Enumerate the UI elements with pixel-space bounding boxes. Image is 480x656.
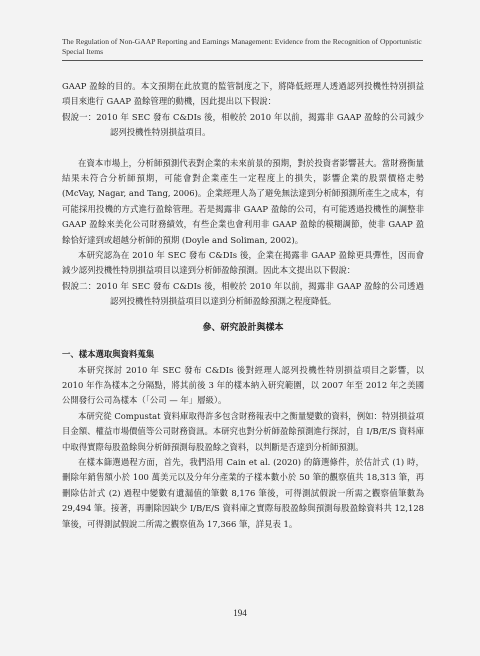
page-number: 194 (233, 608, 247, 618)
hypothesis-1: 假說一：2010 年 SEC 發布 C&DIs 後，相較於 2010 年以前，揭露非 GAAP 盈餘的公司減少認列投機性特別損益項目。 (62, 111, 424, 138)
body-text (62, 79, 424, 532)
paragraph-gap (62, 141, 424, 156)
section-heading: 參、研究設計與樣本 (202, 322, 284, 333)
running-head: The Regulation of Non-GAAP Reporting and Earnings Management: Evidence from the Recognition of Opportunistic Special Items (62, 37, 422, 56)
paragraph-hypothesis-2-intro: 本研究認為在 2010 年 SEC 發布 C&DIs 後，企業在揭露非 GAAP 盈餘更具彈性，因而會減少認列投機性特別損益項目以達到分析師盈餘預測。因此本文提出以下假說： (62, 250, 424, 276)
paragraph-analyst-forecast: 在資本市場上，分析師預測代表對企業的未來前景的預期，對於投資者影響甚大。當財務衡量結果未符合分析師預期，可能會對企業產生一定程度上的損失，影響企業的股票價格走勢 (McVay, Nagar, and Tang, 2006)。企業經理人為了避免無法達到分析師預測所產生之成本，有可能採用投機的方式進行盈餘管理。若是揭露非 GAAP 盈餘的公司，有可能透過投機性的調整非 GAAP 盈餘來美化公司財務績效，有些企業也會利用非 GAAP 盈餘的模糊調節，使非 GAAP 盈餘恰好達到或超越分析師的預期 (Doyle and Soliman, 2002)。 (62, 157, 424, 245)
subsection-heading: 一、樣本選取與資料蒐集 (62, 349, 155, 360)
hypothesis-2: 假說二：2010 年 SEC 發布 C&DIs 後，相較於 2010 年以前，揭露非 GAAP 盈餘的公司透過認列投機性特別損益項目以達到分析師盈餘預測之程度降低。 (62, 280, 424, 307)
paragraph-continued: GAAP 盈餘的目的。本文預期在此放寬的監管制度之下，將降低經理人透過認列投機性特別損益項目來進行 GAAP 盈餘管理的動機，因此提出以下假說： (62, 81, 424, 107)
paragraph-sample-selection: 在樣本篩選過程方面，首先，我們沿用 Cain et al. (2020) 的篩選條件，於估計式 (1) 時，刪除年銷售額小於 100 萬美元以及分年分產業的子樣本數小於 50 筆的觀察值共 18,313 筆，再刪除估計式 (2) 過程中變數有遺漏值的筆數 8,176 筆後，可得測試假說一所需之觀察值筆數為 29,494 筆。接著，再刪除因缺少 I/B/E/S 資料庫之實際每股盈餘與預測每股盈餘資料共 12,128 筆後，可得測試假說二所需之觀察值為 17,366 筆，詳見表 1。 (62, 456, 424, 529)
header-rule (62, 60, 423, 61)
paragraph-data-sources: 本研究從 Compustat 資料庫取得許多包含財務報表中之衡量變數的資料，例如：特別損益項目金額、權益市場價值等公司財務資訊。本研究也對分析師盈餘預測進行探討，自 I/B/E/S 資料庫中取得實際每股盈餘與分析師預測每股盈餘之資料，以判斷是否達到分析師預測。 (62, 410, 424, 452)
paragraph-sample-period: 本研究探討 2010 年 SEC 發布 C&DIs 後對經理人認列投機性特別損益項目之影響，以 2010 年作為樣本之分隔點，將其前後 3 年的樣本納入研究範圍，以 2007 年至 2012 年之美國公開發行公司為樣本（「公司 — 年」層級）。 (62, 364, 424, 406)
